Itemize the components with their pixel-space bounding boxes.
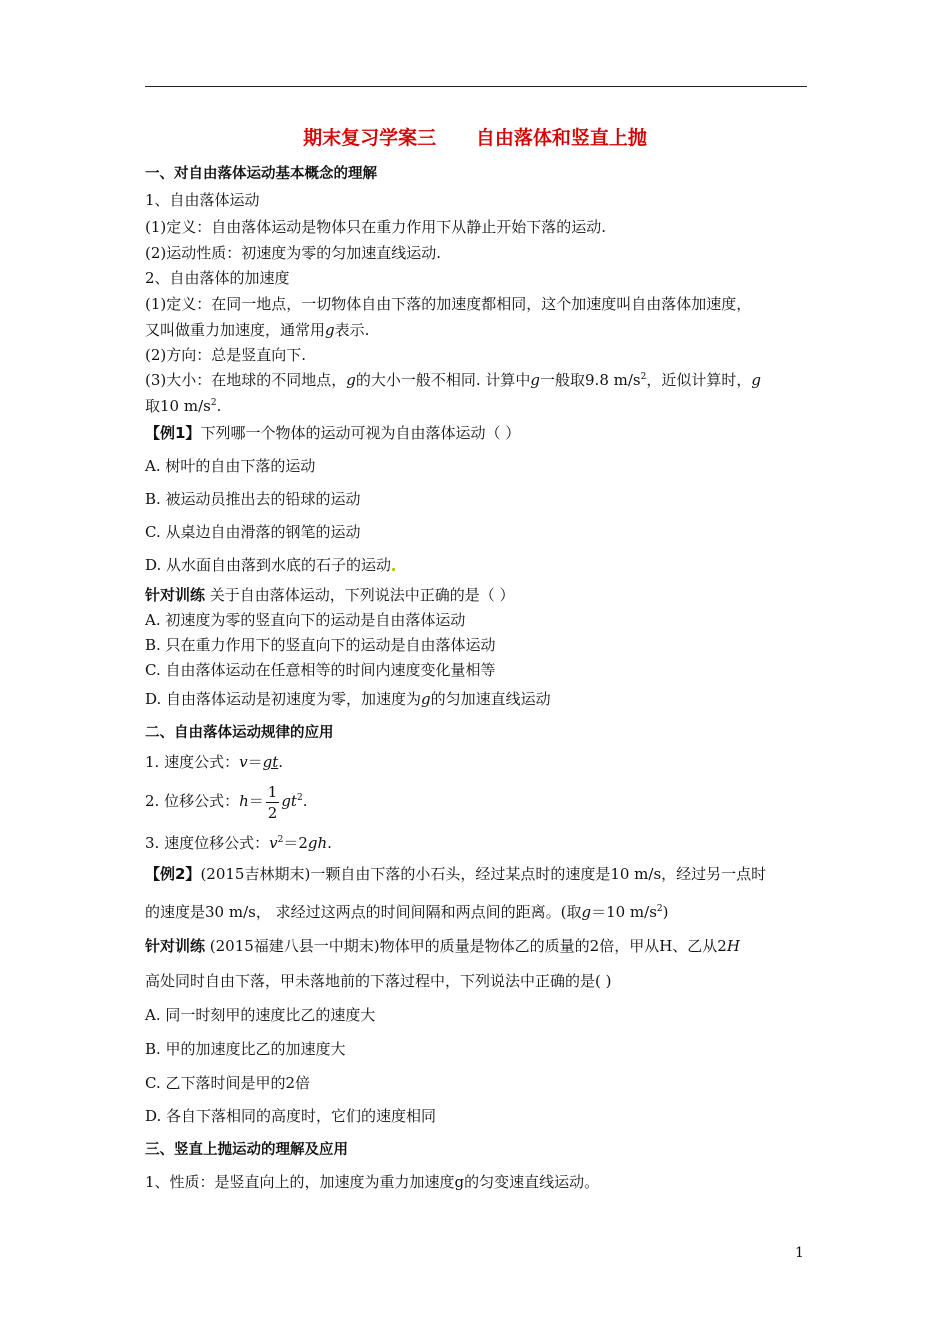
page-title: 期末复习学案三 自由落体和竖直上抛: [303, 127, 647, 149]
sec1-p1-1: (1)定义：自由落体运动是物体只在重力作用下从静止开始下落的运动.: [145, 218, 607, 236]
training-2-option-d: D. 各自下落相同的高度时，它们的速度相同: [145, 1107, 437, 1125]
training-2-line-2: 高处同时自由下落，甲未落地前的下落过程中，下列说法中正确的是( ): [145, 972, 612, 990]
training-1-option-d: D. 自由落体运动是初速度为零，加速度为g的匀加速直线运动: [145, 690, 551, 708]
marker-dot: [392, 568, 395, 571]
training-2-option-c: C. 乙下落时间是甲的2倍: [145, 1074, 311, 1092]
training-1-option-a: A. 初速度为零的竖直向下的运动是自由落体运动: [145, 611, 466, 629]
section-2-heading: 二、自由落体运动规律的应用: [145, 725, 334, 741]
example-1-option-d: D. 从水面自由落到水底的石子的运动: [145, 555, 395, 575]
example-2-line-1: 【例2】(2015吉林期末)一颗自由下落的小石头，经过某点时的速度是10 m/s，经过另一点时: [145, 865, 767, 883]
velocity-formula: 1. 速度公式：v＝gt.: [145, 753, 284, 771]
sec1-p2: 2、自由落体的加速度: [145, 269, 290, 287]
training-2-line-1: 针对训练 (2015福建八县一中期末)物体甲的质量是物体乙的质量的2倍，甲从H、乙从2H: [145, 937, 740, 955]
page-number: 1: [795, 1245, 804, 1261]
sec1-p2-1a: (1)定义：在同一地点，一切物体自由下落的加速度都相同，这个加速度叫自由落体加速度，: [145, 295, 752, 313]
sec1-p1: 1、自由落体运动: [145, 191, 260, 209]
sec1-p2-1b: 又叫做重力加速度，通常用g表示.: [145, 321, 370, 339]
velocity-displacement-formula: 3. 速度位移公式：$v^2=2gh$.: [145, 834, 332, 852]
displacement-formula: 2. 位移公式：h＝ $\frac{1}{2}$ $gt^2$.: [145, 782, 308, 822]
training-1-question: 针对训练 关于自由落体运动，下列说法中正确的是（ ）: [145, 586, 515, 604]
section-1-heading: 一、对自由落体运动基本概念的理解: [145, 166, 377, 182]
example-1-option-c: C. 从桌边自由滑落的钢笔的运动: [145, 523, 361, 541]
sec1-p1-2: (2)运动性质：初速度为零的匀加速直线运动.: [145, 244, 442, 262]
training-1-option-c: C. 自由落体运动在任意相等的时间内速度变化量相等: [145, 661, 496, 679]
fraction-one-half: $\frac{1}{2}$: [267, 782, 278, 822]
training-2-option-a: A. 同一时刻甲的速度比乙的速度大: [145, 1006, 376, 1024]
sec1-p2-3a: (3)大小：在地球的不同地点，g的大小一般不相同. 计算中g一般取9.8 $m/s^2$，近似计算时，g: [145, 371, 761, 389]
header-rule: [145, 86, 807, 87]
sec1-p2-3b: 取10 $m/s^2$.: [145, 397, 222, 415]
section-3-heading: 三、竖直上抛运动的理解及应用: [145, 1142, 348, 1158]
example-1-question: 【例1】下列哪一个物体的运动可视为自由落体运动（ ）: [145, 424, 521, 442]
sec3-p1: 1、性质：是竖直向上的，加速度为重力加速度g的匀变速直线运动。: [145, 1173, 600, 1191]
example-1-option-a: A. 树叶的自由下落的运动: [145, 457, 316, 475]
training-1-option-b: B. 只在重力作用下的竖直向下的运动是自由落体运动: [145, 636, 496, 654]
sec1-p2-2: (2)方向：总是竖直向下.: [145, 346, 307, 364]
training-2-option-b: B. 甲的加速度比乙的加速度大: [145, 1040, 346, 1058]
example-2-line-2: 的速度是30 m/s， 求经过这两点的时间间隔和两点间的距离。(取g＝10 $m/s^2$): [145, 903, 669, 921]
example-1-option-b: B. 被运动员推出去的铅球的运动: [145, 490, 361, 508]
